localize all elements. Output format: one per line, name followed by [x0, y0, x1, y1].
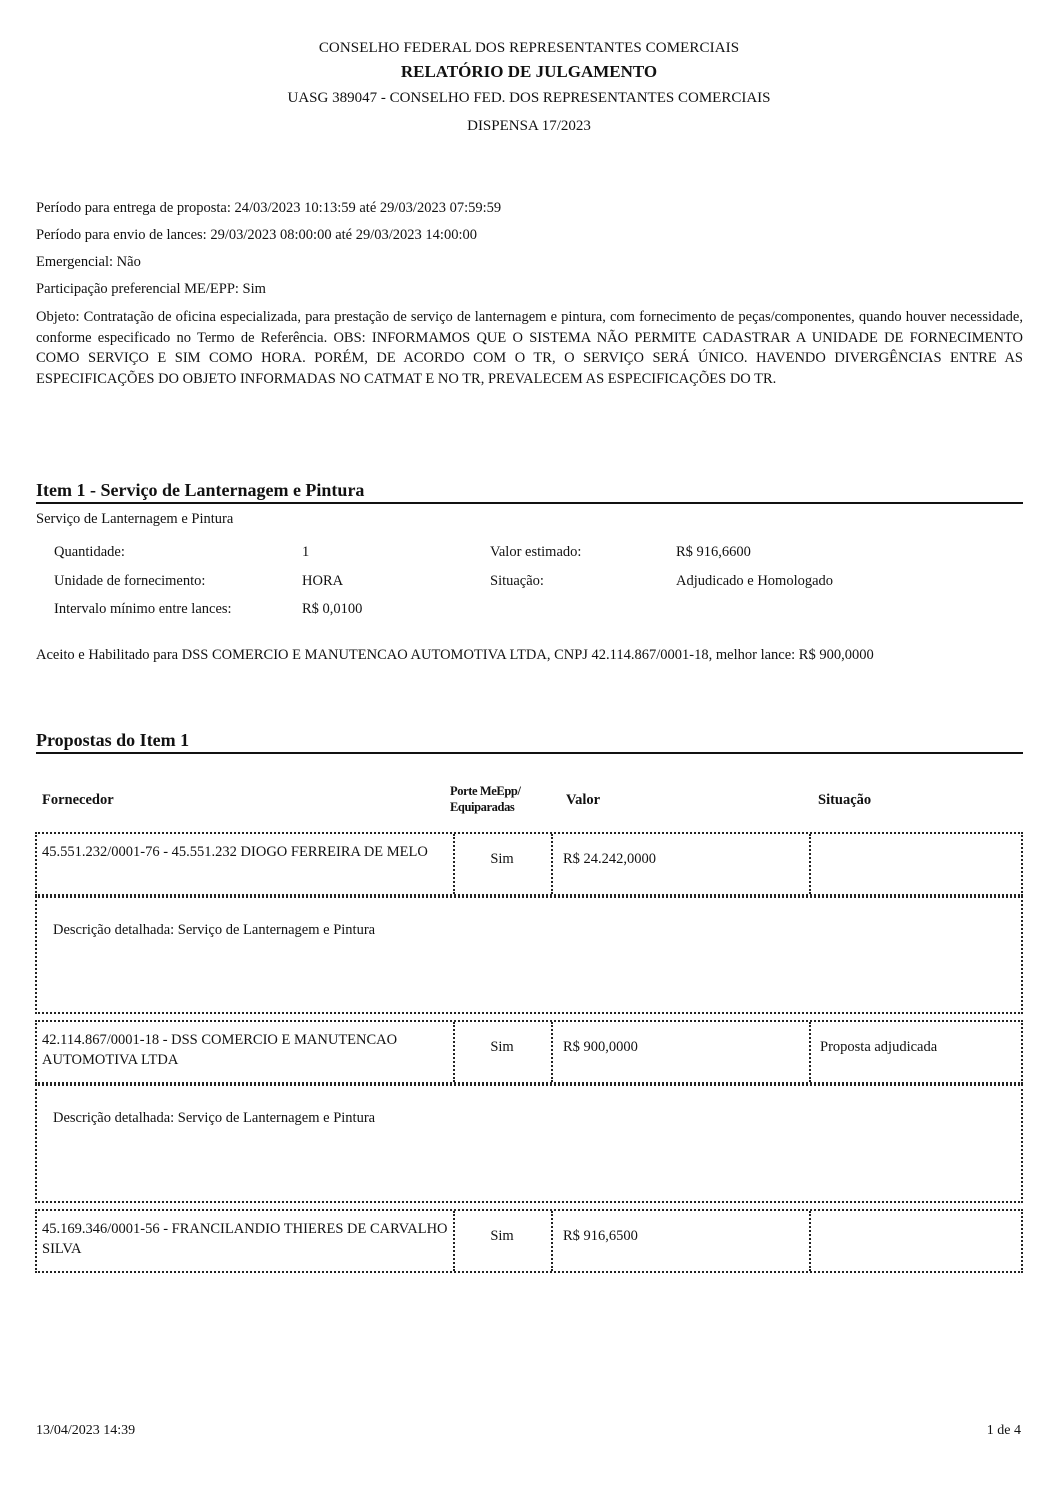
item-section-title: Item 1 - Serviço de Lanternagem e Pintura: [36, 479, 1023, 504]
object-description: Objeto: Contratação de oficina especializada, para prestação de serviço de lanternagem e pintura, com fornecimento de peças/componentes, quando houver necessidade, conforme especificado no Termo de Referência. OBS: INFORMAMOS QUE O SISTEMA NÃO PERMITE CADASTRAR A UNIDADE DE FORNECIMENTO COMO SERVIÇO E SIM COMO HORA. PORÉM, DE ACORDO COM O TR, O SERVIÇO SERÁ ÚNICO. HAVENDO DIVERGÊNCIAS ENTRE AS ESPECIFICAÇÕES DO OBJETO INFORMADAS NO CATMAT E NO TR, PREVALECEM AS ESPECIFICAÇÕES DO TR.: [36, 309, 1023, 387]
generated-timestamp: 13/04/2023 14:39: [36, 1423, 136, 1438]
unit-label: Unidade de fornecimento:: [54, 572, 206, 589]
status-label: Situação:: [490, 572, 544, 589]
proposal-status: [809, 1211, 1021, 1271]
proposal-supplier: 42.114.867/0001-18 - DSS COMERCIO E MANUTENCAO AUTOMOTIVA LTDA: [42, 1032, 398, 1068]
dispensa-number: DISPENSA 17/2023: [467, 118, 591, 134]
emergency-flag: Emergencial: Não: [36, 254, 141, 270]
proposals-section-title: Propostas do Item 1: [36, 729, 1023, 754]
proposal-status: Proposta adjudicada: [809, 1022, 1021, 1082]
proposals-table-header: [36, 780, 1023, 824]
status-value: Adjudicado e Homologado: [676, 572, 834, 589]
min-interval-label: Intervalo mínimo entre lances:: [54, 601, 232, 617]
column-header-size-line1: Porte MeEpp/: [450, 784, 521, 798]
uasg-line: UASG 389047 - CONSELHO FED. DOS REPRESENTANTES COMERCIAIS: [287, 90, 771, 106]
estimated-value-label: Valor estimado:: [490, 544, 582, 560]
proposal-supplier: 45.169.346/0001-56 - FRANCILANDIO THIERES DE CARVALHO SILVA: [42, 1221, 448, 1257]
proposal-row: [35, 1209, 1023, 1273]
quantity-label: Quantidade:: [54, 544, 125, 560]
proposal-size: Sim: [453, 834, 549, 894]
proposal-status: [809, 834, 1021, 894]
proposal-description: Descrição detalhada: Serviço de Lanternagem e Pintura: [53, 922, 376, 938]
proposal-row: [35, 832, 1023, 896]
column-header-status: Situação: [818, 792, 872, 808]
organization-name: CONSELHO FEDERAL DOS REPRESENTANTES COMERCIAIS: [318, 40, 740, 56]
me-epp-preference: Participação preferencial ME/EPP: Sim: [36, 281, 266, 297]
bid-period: Período para envio de lances: 29/03/2023 08:00:00 até 29/03/2023 14:00:00: [36, 227, 477, 243]
process-info: [36, 199, 1023, 389]
proposal-period: Período para entrega de proposta: 24/03/2023 10:13:59 até 29/03/2023 07:59:59: [36, 200, 502, 216]
unit-value: HORA: [302, 572, 344, 589]
column-header-size-line2: Equiparadas: [450, 800, 515, 814]
item-subtitle: Serviço de Lanternagem e Pintura: [36, 511, 234, 527]
proposal-size: Sim: [453, 1211, 549, 1271]
report-title: RELATÓRIO DE JULGAMENTO: [400, 62, 658, 81]
proposal-description-row: [35, 896, 1023, 1014]
proposal-size: Sim: [453, 1022, 549, 1082]
proposal-value: R$ 916,6500: [551, 1211, 807, 1271]
proposal-description: Descrição detalhada: Serviço de Lanternagem e Pintura: [53, 1110, 376, 1126]
proposal-value: R$ 24.242,0000: [551, 834, 807, 894]
proposal-description-row: [35, 1084, 1023, 1203]
page-number: 1 de 4: [986, 1423, 1021, 1438]
report-header: [0, 38, 1058, 136]
quantity-value: 1: [302, 544, 310, 560]
proposal-row: [35, 1020, 1023, 1084]
estimated-value: R$ 916,6600: [676, 544, 751, 560]
column-header-value: Valor: [566, 792, 601, 808]
award-statement: Aceito e Habilitado para DSS COMERCIO E MANUTENCAO AUTOMOTIVA LTDA, CNPJ 42.114.867/0001-18, melhor lance: R$ 900,0000: [36, 647, 874, 663]
column-header-size: [450, 783, 521, 815]
proposal-supplier: 45.551.232/0001-76 - 45.551.232 DIOGO FERREIRA DE MELO: [42, 844, 428, 860]
column-header-supplier: Fornecedor: [42, 792, 114, 808]
proposal-value: R$ 900,0000: [551, 1022, 807, 1082]
min-interval-value: R$ 0,0100: [302, 601, 363, 617]
